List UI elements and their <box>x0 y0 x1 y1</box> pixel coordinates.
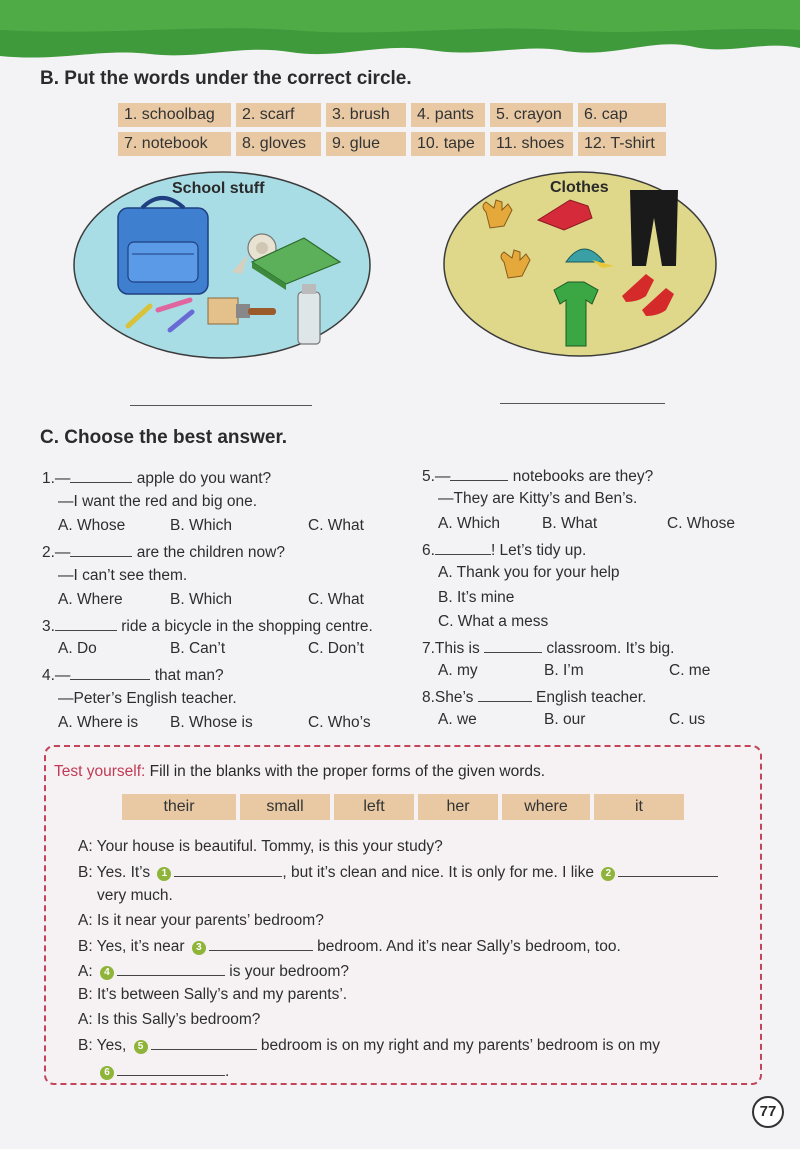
answer-blank[interactable] <box>435 540 491 555</box>
circle-right-label: Clothes <box>550 179 609 196</box>
blank-number-badge: 6 <box>100 1066 114 1080</box>
answer-blank[interactable] <box>70 665 150 680</box>
question-8-option-c[interactable]: C. us <box>669 711 706 728</box>
dialogue-line-4: B: Yes, it’s near 3 bedroom. And it’s near Sally’s bedroom, too. <box>78 938 621 955</box>
answer-blank[interactable] <box>55 616 117 631</box>
test-yourself-label: Test yourself: <box>54 763 146 780</box>
test-yourself-instruction: Fill in the blanks with the proper forms of the given words. <box>145 763 546 780</box>
question-7-option-a[interactable]: A. my <box>438 662 478 679</box>
dialogue-line-7: A: Is this Sally’s bedroom? <box>78 1011 261 1028</box>
question-1-option-c[interactable]: C. What <box>308 517 364 534</box>
question-1-reply: —I want the red and big one. <box>58 493 258 510</box>
question-6-option-b[interactable]: B. It’s mine <box>438 589 515 606</box>
question-6-option-c[interactable]: C. What a mess <box>438 613 549 630</box>
blank-number-badge: 2 <box>601 867 615 881</box>
given-word: her <box>418 794 498 820</box>
word-bank-item: 4. pants <box>411 103 485 127</box>
answer-blank-5[interactable] <box>151 1035 257 1050</box>
schoolbag-icon <box>118 198 208 294</box>
question-2-option-b[interactable]: B. Which <box>170 591 233 608</box>
word-bank-item: 8. gloves <box>236 132 321 156</box>
question-2-stem: 2.— are the children now? <box>42 544 285 561</box>
question-6-option-a[interactable]: A. Thank you for your help <box>438 564 620 581</box>
section-c-title: C. Choose the best answer. <box>40 427 288 448</box>
word-bank-item: 12. T-shirt <box>578 132 666 156</box>
word-bank-item: 9. glue <box>326 132 406 156</box>
word-bank-item: 1. schoolbag <box>118 103 231 127</box>
question-4-stem: 4.— that man? <box>42 667 224 684</box>
word-bank-item: 2. scarf <box>236 103 321 127</box>
question-1-stem: 1.— apple do you want? <box>42 470 272 487</box>
word-bank-item: 5. crayon <box>490 103 573 127</box>
dialogue-line-6: B: It’s between Sally’s and my parents’. <box>78 986 348 1003</box>
answer-blank[interactable] <box>478 687 532 702</box>
answer-blank-6[interactable] <box>117 1061 225 1076</box>
word-bank-item: 7. notebook <box>118 132 231 156</box>
dialogue-line-3: A: Is it near your parents’ bedroom? <box>78 912 324 929</box>
school-stuff-answer-line[interactable] <box>130 405 312 406</box>
answer-blank[interactable] <box>484 638 542 653</box>
word-bank-item: 11. shoes <box>490 132 573 156</box>
question-5-option-b[interactable]: B. What <box>542 515 598 532</box>
test-yourself-heading <box>54 763 545 781</box>
word-bank-item: 3. brush <box>326 103 406 127</box>
answer-blank-3[interactable] <box>209 936 313 951</box>
answer-blank-2[interactable] <box>618 862 718 877</box>
dialogue-line-9: 6 . <box>97 1061 229 1081</box>
dialogue-line-1: A: Your house is beautiful. Tommy, is this your study? <box>78 838 443 855</box>
question-4-option-c[interactable]: C. Who’s <box>308 714 371 731</box>
given-word: it <box>594 794 684 820</box>
page-number: 77 <box>752 1096 784 1128</box>
word-bank <box>118 103 671 161</box>
top-decorative-band <box>0 0 800 62</box>
clothes-answer-line[interactable] <box>500 403 665 404</box>
given-word: left <box>334 794 414 820</box>
question-8-option-b[interactable]: B. our <box>544 711 586 728</box>
question-1-option-b[interactable]: B. Which <box>170 517 233 534</box>
question-8-stem: 8.She’s English teacher. <box>422 689 647 706</box>
word-bank-item: 6. cap <box>578 103 666 127</box>
answer-blank-1[interactable] <box>174 862 282 877</box>
section-b-title: B. Put the words under the correct circle. <box>40 68 412 89</box>
question-2-option-a[interactable]: A. Where <box>58 591 123 608</box>
question-3-option-a[interactable]: A. Do <box>58 640 97 657</box>
dialogue-line-8: B: Yes, 5 bedroom is on my right and my parents’ bedroom is on my <box>78 1037 661 1054</box>
question-5-reply: —They are Kitty’s and Ben’s. <box>438 490 638 507</box>
given-word: where <box>502 794 590 820</box>
dialogue-line-2-cont: very much. <box>97 887 173 904</box>
glue-icon <box>298 284 320 344</box>
answer-blank[interactable] <box>70 468 132 483</box>
given-words-row <box>122 794 688 820</box>
question-1-option-a[interactable]: A. Whose <box>58 517 126 534</box>
blank-number-badge: 4 <box>100 966 114 980</box>
question-5-option-a[interactable]: A. Which <box>438 515 501 532</box>
question-7-stem: 7.This is classroom. It’s big. <box>422 640 675 657</box>
circle-left-label: School stuff <box>172 180 265 197</box>
question-4-option-b[interactable]: B. Whose is <box>170 714 253 731</box>
answer-blank[interactable] <box>70 542 132 557</box>
question-2-reply: —I can’t see them. <box>58 567 188 584</box>
blank-number-badge: 1 <box>157 867 171 881</box>
answer-blank[interactable] <box>450 466 508 481</box>
dialogue-line-5: A: 4 is your bedroom? <box>78 963 350 980</box>
blank-number-badge: 5 <box>134 1040 148 1054</box>
question-4-reply: —Peter’s English teacher. <box>58 690 237 707</box>
question-5-stem: 5.— notebooks are they? <box>422 468 654 485</box>
word-bank-item: 10. tape <box>411 132 485 156</box>
given-word: small <box>240 794 330 820</box>
answer-blank-4[interactable] <box>117 961 225 976</box>
question-7-option-b[interactable]: B. I’m <box>544 662 584 679</box>
clothes-circle <box>442 170 722 360</box>
question-3-option-c[interactable]: C. Don’t <box>308 640 364 657</box>
question-8-option-a[interactable]: A. we <box>438 711 477 728</box>
blank-number-badge: 3 <box>192 941 206 955</box>
question-3-stem: 3. ride a bicycle in the shopping centre. <box>42 618 373 635</box>
question-4-option-a[interactable]: A. Where is <box>58 714 139 731</box>
dialogue-line-2: B: Yes. It’s 1 , but it’s clean and nice. It is only for me. I like 2 <box>78 862 718 882</box>
question-7-option-c[interactable]: C. me <box>669 662 711 679</box>
question-5-option-c[interactable]: C. Whose <box>667 515 736 532</box>
school-stuff-circle <box>72 170 376 362</box>
question-3-option-b[interactable]: B. Can’t <box>170 640 226 657</box>
question-6-stem: 6. ! Let’s tidy up. <box>422 542 587 559</box>
question-2-option-c[interactable]: C. What <box>308 591 364 608</box>
given-word: their <box>122 794 236 820</box>
